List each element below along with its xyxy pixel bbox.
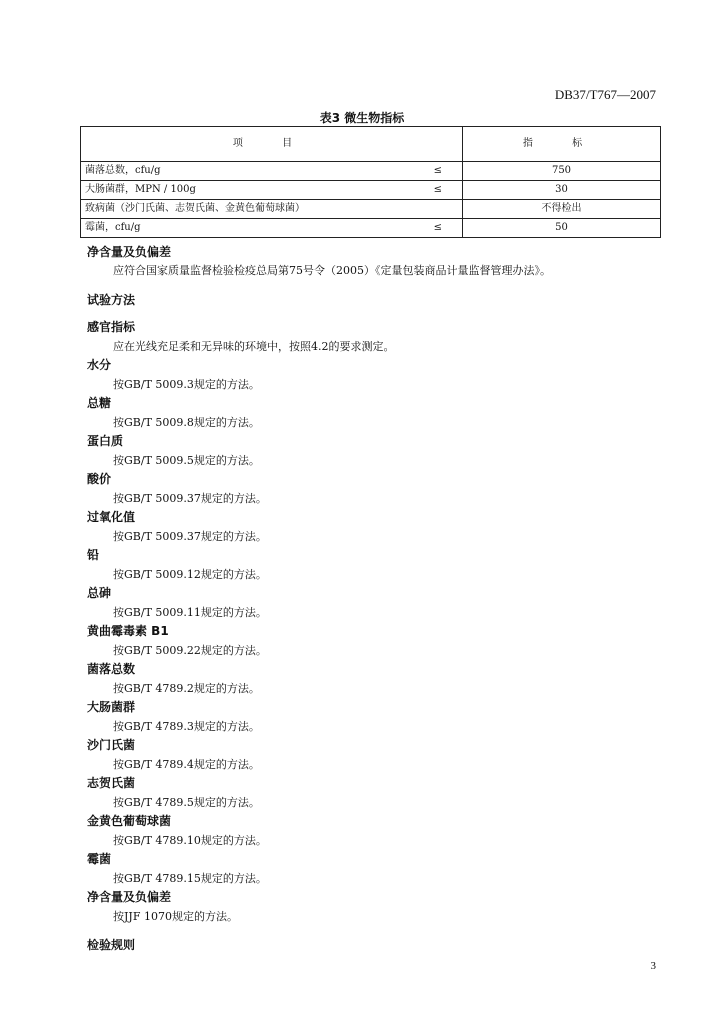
table-caption: 表3 微生物指标: [319, 111, 405, 125]
section-text: 按GB/T 4789.4规定的方法。: [113, 758, 260, 771]
section-heading: 试验方法: [87, 293, 136, 307]
row-value: 不得检出: [463, 200, 661, 219]
microbiology-table: [80, 126, 661, 238]
section-text: 按GB/T 5009.37规定的方法。: [113, 530, 267, 543]
section-text: 按GB/T 4789.3规定的方法。: [113, 720, 260, 733]
row-item: 大肠菌群，MPN / 100g: [81, 181, 371, 200]
page-number: 3: [650, 960, 656, 972]
column-header-item: 项 目: [81, 127, 463, 162]
section-text: 按GB/T 5009.11规定的方法。: [113, 606, 267, 619]
section-text: 按GB/T 5009.12规定的方法。: [113, 568, 267, 581]
section-text: 按GB/T 5009.5规定的方法。: [113, 454, 260, 467]
section-heading: 净含量及负偏差: [87, 890, 172, 904]
row-value: 50: [463, 219, 661, 238]
section-text: 应符合国家质量监督检验检疫总局第75号令（2005）《定量包装商品计量监督管理办法》。: [113, 264, 551, 277]
row-value: 30: [463, 181, 661, 200]
section-heading: 霉菌: [87, 852, 112, 866]
table-row: [81, 181, 661, 200]
row-operator: ≤: [371, 181, 463, 200]
section-heading: 酸价: [87, 472, 112, 486]
section-text: 按GB/T 5009.22规定的方法。: [113, 644, 267, 657]
section-heading: 蛋白质: [87, 434, 124, 448]
section-text: 按GB/T 5009.3规定的方法。: [113, 378, 260, 391]
row-value: 750: [463, 162, 661, 181]
section-heading: 金黄色葡萄球菌: [87, 814, 172, 828]
section-heading: 检验规则: [87, 938, 136, 952]
section-heading: 过氧化值: [87, 510, 136, 524]
section-heading: 净含量及负偏差: [87, 245, 172, 259]
section-heading: 铅: [87, 548, 100, 562]
section-heading: 感官指标: [87, 320, 136, 334]
section-heading: 水分: [87, 358, 112, 372]
section-text: 按GB/T 4789.5规定的方法。: [113, 796, 260, 809]
section-text: 按GB/T 5009.37规定的方法。: [113, 492, 267, 505]
table-row: [81, 200, 661, 219]
section-text: 应在光线充足柔和无异味的环境中，按照4.2的要求测定。: [113, 340, 395, 353]
section-text: 按GB/T 5009.8规定的方法。: [113, 416, 260, 429]
row-item: 菌落总数，cfu/g: [81, 162, 371, 181]
column-header-value: 指 标: [463, 127, 661, 162]
standard-code: DB37/T767—2007: [554, 87, 656, 102]
row-operator: ≤: [371, 219, 463, 238]
section-text: 按GB/T 4789.10规定的方法。: [113, 834, 267, 847]
row-operator: [371, 200, 463, 219]
section-text: 按GB/T 4789.15规定的方法。: [113, 872, 267, 885]
section-heading: 志贺氏菌: [87, 776, 136, 790]
table-row: [81, 162, 661, 181]
section-text: 按GB/T 4789.2规定的方法。: [113, 682, 260, 695]
row-item: 霉菌，cfu/g: [81, 219, 371, 238]
section-heading: 菌落总数: [87, 662, 136, 676]
section-heading: 大肠菌群: [87, 700, 136, 714]
section-heading: 沙门氏菌: [87, 738, 136, 752]
table-row: [81, 219, 661, 238]
section-heading: 黄曲霉毒素 B1: [87, 624, 169, 638]
row-item: 致病菌（沙门氏菌、志贺氏菌、金黄色葡萄球菌）: [81, 200, 371, 219]
row-operator: ≤: [371, 162, 463, 181]
section-text: 按JJF 1070规定的方法。: [113, 910, 238, 923]
section-heading: 总糖: [87, 396, 112, 410]
section-heading: 总砷: [87, 586, 112, 600]
table-header-row: [81, 127, 661, 162]
